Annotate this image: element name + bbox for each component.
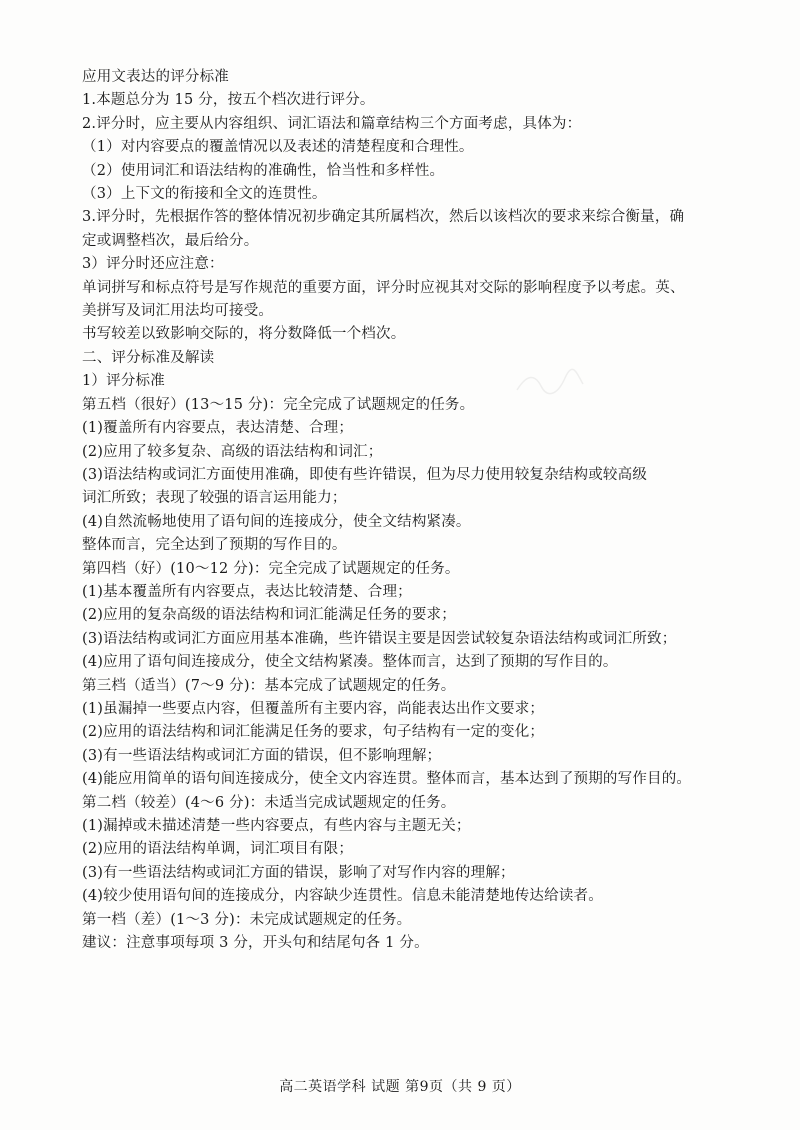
level-5-item-3: (3)语法结构或词汇方面使用准确，即使有些许错误，但为尽力使用较复杂结构或较高级 [82,466,648,483]
note-heading: 3）评分时还应注意： [82,256,224,273]
rule-2-item-2: （2）使用词汇和语法结构的准确性，恰当性和多样性。 [82,162,445,179]
level-3-heading: 第三档（适当）(7～9 分)：基本完成了试题规定的任务。 [82,677,456,694]
rule-1: 1.本题总分为 15 分，按五个档次进行评分。 [82,92,375,109]
level-4-item-4: (4)应用了语句间连接成分，使全文结构紧凑。整体而言，达到了预期的写作目的。 [82,654,618,671]
note-line-1: 单词拼写和标点符号是写作规范的重要方面，评分时应视其对交际的影响程度予以考虑。英、 [82,279,685,296]
level-3-item-4: (4)能应用简单的语句间连接成分，使全文内容连贯。整体而言，基本达到了预期的写作目的。 [82,771,692,788]
level-3-item-2: (2)应用的语法结构和词汇能满足任务的要求，句子结构有一定的变化； [82,724,545,741]
level-5-item-4: (4)自然流畅地使用了语句间的连接成分，使全文结构紧凑。 [82,513,471,530]
rule-3-line-2: 定或调整档次，最后给分。 [82,232,259,249]
note-line-3: 书写较差以致影响交际的，将分数降低一个档次。 [82,326,406,343]
level-5-item-2: (2)应用了较多复杂、高级的语法结构和词汇； [82,443,383,460]
rule-2: 2.评分时，应主要从内容组织、词汇语法和篇章结构三个方面考虑，具体为： [82,115,582,132]
page-footer: 高二英语学科 试题 第9页（共 9 页） [279,1079,521,1095]
note-line-2: 美拼写及词汇用法均可接受。 [82,303,274,320]
level-4-item-2: (2)应用的复杂高级的语法结构和词汇能满足任务的要求； [82,607,456,624]
suggestion-line: 建议：注意事项每项 3 分，开头句和结尾句各 1 分。 [82,935,429,952]
section-heading: 应用文表达的评分标准 [82,69,229,85]
rule-3-line-1: 3.评分时，先根据作答的整体情况初步确定其所属档次，然后以该档次的要求来综合衡量，确 [82,209,685,226]
level-2-item-3: (3)有一些语法结构或词汇方面的错误，影响了对写作内容的理解； [82,864,515,881]
level-5-item-3-cont: 词汇所致；表现了较强的语言运用能力； [82,490,347,507]
level-5-summary: 整体而言，完全达到了预期的写作目的。 [82,537,347,554]
level-2-item-4: (4)较少使用语句间的连接成分，内容缺少连贯性。信息未能清楚地传达给读者。 [82,888,603,905]
criteria-subheading: 1）评分标准 [82,373,165,390]
level-5-heading: 第五档（很好）(13～15 分)：完全完成了试题规定的任务。 [82,396,475,413]
criteria-heading: 二、评分标准及解读 [82,349,215,366]
rule-2-item-3: （3）上下文的衔接和全文的连贯性。 [82,186,327,203]
rule-2-item-1: （1）对内容要点的覆盖情况以及表述的清楚程度和合理性。 [82,139,474,156]
level-1-heading: 第一档（差）(1～3 分)：未完成试题规定的任务。 [82,911,412,928]
level-2-item-1: (1)漏掉或未描述清楚一些内容要点，有些内容与主题无关； [82,818,471,834]
level-2-item-2: (2)应用的语法结构单调，词汇项目有限； [82,841,354,858]
level-3-item-1: (1)虽漏掉一些要点内容，但覆盖所有主要内容，尚能表达出作文要求； [82,700,545,717]
level-2-heading: 第二档（较差）(4～6 分)：未适当完成试题规定的任务。 [82,794,456,811]
level-4-item-1: (1)基本覆盖所有内容要点，表达比较清楚、合理； [82,583,412,600]
document-body [82,66,762,955]
level-5-item-1: (1)覆盖所有内容要点，表达清楚、合理； [82,420,354,437]
level-4-item-3: (3)语法结构或词汇方面应用基本准确，些许错误主要是因尝试较复杂语法结构或词汇所致； [82,630,677,647]
level-3-item-3: (3)有一些语法结构或词汇方面的错误，但不影响理解； [82,747,442,764]
level-4-heading: 第四档（好）(10～12 分)：完全完成了试题规定的任务。 [82,560,460,577]
